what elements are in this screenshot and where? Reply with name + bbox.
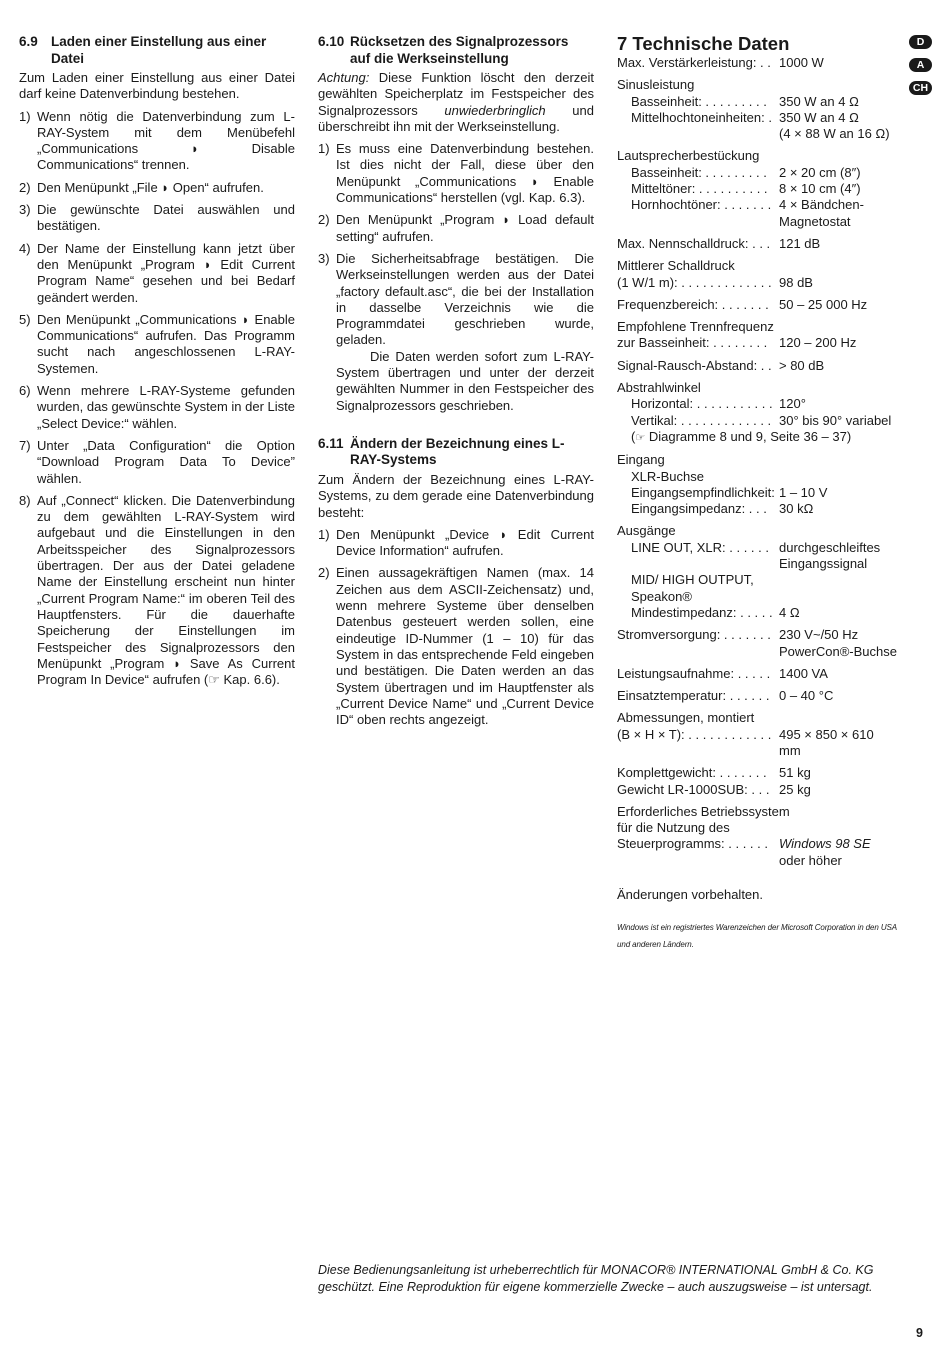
section-6-9-heading: 6.9 Laden einer Einstellung aus einer Datei [19,34,267,66]
spec-crossover: Empfohlene Trennfrequenz zur Basseinheit: . . . . . . . . 120 – 200 Hz [617,319,857,351]
badge-d: D [909,35,932,49]
spec-input: Eingang XLR-Buchse Eingangsempfindlichkeit: 1 – 10 V Eingangsimpedanz: . . . 30 kΩ [617,452,828,517]
section-6-11-heading: 6.11 Ändern der Bezeichnung eines L-RAY-Systems [318,435,565,468]
copyright-footer: Diese Bedienungsanleitung ist urheberrechtlich für MONACOR® INTERNATIONAL GmbH & Co. KG geschützt. Eine Reproduktion für eigene kommerzielle Zwecke – auch auszugsweise – ist untersagt. [318,1263,874,1294]
list-item: 2) Einen aussagekräftigen Namen (max. 14 Zeichen aus dem ASCII-Zeichensatz) und, wenn mehrere Systeme über denselben Datenbus gesteuert werden sollen, eine eindeutige ID-Nummer (1 – 10) für das System in das entsprechende Feld eingeben und bestätigen. Die Daten werden an das System übertragen und im Hauptfenster als „Current Device Name“ und „Current Device ID“ oben rechts angezeigt. [318,565,594,728]
section-6-9-intro: Zum Laden einer Einstellung aus einer Datei darf keine Datenverbindung bestehen. [19,70,295,102]
spec-weight: Komplettgewicht: . . . . . . . 51 kg Gewicht LR-1000SUB: . . . 25 kg [617,765,811,797]
spec-dispersion: Abstrahlwinkel Horizontal: . . . . . . . . . . . 120° Vertikal: . . . . . . . . . . . . . 30° bis 90° variabel (☞ Diagramme 8 und 9, Seite 36 – 37) [617,380,892,444]
trademark-note: Windows ist ein registriertes Warenzeichen der Microsoft Corporation in den USA und anderen Ländern. [617,923,897,950]
spec-sine-power: Sinusleistung Basseinheit: . . . . . . . . . 350 W an 4 Ω Mittelhochtoneinheiten: . 350 W an 4 Ω (4 × 88 W an 16 Ω) [617,77,890,142]
spec-outputs: Ausgänge LINE OUT, XLR: . . . . . . durchgeschleiftes Eingangssignal MID/ HIGH OUTPUT, Speakon® Mindestimpedanz: . . . . . 4 Ω [617,523,881,620]
section-6-10-heading: 6.10 Rücksetzen des Signalprozessors auf die Werkseinstellung [318,34,569,66]
section-6-11-steps [318,527,594,729]
column-right [617,34,897,953]
list-item: 1) Es muss eine Datenverbindung bestehen. Ist dies nicht der Fall, diese über den Menüpunkt „Communications ◗ Enable Communications“ herstellen (vgl. Kap. 6.3). [318,141,594,206]
list-item: 5) Den Menüpunkt „Communications ◗ Enable Communications“ aufrufen. Das Programm sucht nach angeschlossenen L-RAY-Systemen. [19,311,295,376]
spec-amp-power: Max. Verstärkerleistung: . . 1000 W [617,55,824,70]
section-6-9-steps [19,109,295,689]
changes-notice: Änderungen vorbehalten. [617,887,764,903]
spec-avg-spl: Mittlerer Schalldruck (1 W/1 m): . . . . . . . . . . . . . 98 dB [617,258,813,290]
spec-dimensions: Abmessungen, montiert (B × H × T): . . . . . . . . . . . . 495 × 850 × 610 mm [617,710,874,758]
spec-speakers: Lautsprecherbestückung Basseinheit: . . . . . . . . . 2 × 20 cm (8″) Mitteltöner: . . . . . . . . . . 8 × 10 cm (4″) Hornhochtöner: . . . . . . . 4 × Bändchen- Magnetostat [617,148,864,229]
list-item: 6) Wenn mehrere L-RAY-Systeme gefunden wurden, das gewünschte System in der Liste „Select Device:“ wählen. [19,383,295,431]
list-item: 8) Auf „Connect“ klicken. Die Datenverbindung zu dem gewählten L-RAY-System wird aufgebaut und die Einstellungen in den Arbeitsspeicher des Signalprozessors übertragen. Der aus der Datei geladene Name der Einstellung erscheint nun hinter „Current Program Name:“ im oberen Teil des Hauptfensters. Für die dauerhafte Speicherung der Einstellungen im Festspeicher des Signalprozessors den Menüpunkt „Program ◗ Save As Current Program In Device“ aufrufen (☞ Kap. 6.6). [19,492,295,688]
page-number: 9 [916,1326,923,1340]
pointing-hand-icon: ☞ [635,431,646,444]
column-middle [318,34,594,728]
section-6-10-steps [318,141,594,414]
list-item: 3) Die Sicherheitsabfrage bestätigen. Die Werkseinstellungen werden aus der Datei „factory default.asc“, die bei der Installation in dasselbe Verzeichnis wie die Programmdatei geschrieben wurde, geladen. Die Daten werden sofort zum L-RAY-System übertragen und unter der derzeit gewählten Nummer in den Festspeicher des Signalprozessors geschrieben. [318,250,594,413]
spec-frequency: Frequenzbereich: . . . . . . . 50 – 25 000 Hz [617,296,868,312]
list-item: 2) Den Menüpunkt „Program ◗ Load default setting“ aufrufen. [318,212,594,244]
list-item: 4) Der Name der Einstellung kann jetzt über den Menüpunkt „Program ◗ Edit Current Program Name“ gesehen und bei Bedarf geändert werden. [19,240,295,305]
language-badges [909,35,933,104]
badge-a: A [909,58,932,72]
section-6-10-continuation: Die Daten werden sofort zum L-RAY-System übertragen und unter der derzeit gewählten Nummer in den Festspeicher des Signalprozessors geschrieben. [336,348,594,413]
spec-max-spl: Max. Nennschalldruck: . . . 121 dB [617,235,821,251]
spec-os: Erforderliches Betriebssystem für die Nutzung des Steuerprogramms: . . . . . . Windows 98 SE oder höher [617,803,871,868]
spec-consumption: Leistungsaufnahme: . . . . . 1400 VA [617,665,828,681]
column-left [19,34,295,688]
section-6-11-intro: Zum Ändern der Bezeichnung eines L-RAY-Systems, zu dem gerade eine Datenverbindung besteht: [318,471,594,520]
spec-power-supply: Stromversorgung: . . . . . . . 230 V~/50 Hz PowerCon®-Buchse [617,627,897,659]
spec-temperature: Einsatztemperatur: . . . . . . 0 – 40 °C [617,688,834,704]
list-item: 2) Den Menüpunkt „File ◗ Open“ aufrufen. [19,179,264,195]
technical-data-heading: 7 Technische Daten [617,33,790,54]
list-item: 3) Die gewünschte Datei auswählen und bestätigen. [19,202,295,234]
spec-snr: Signal-Rausch-Abstand: . . > 80 dB [617,357,825,373]
list-item: 7) Unter „Data Configuration“ die Option “Download Program Data To Device” wählen. [19,437,295,486]
list-item: 1) Wenn nötig die Datenverbindung zum L-RAY-System mit dem Menübefehl „Communications ◗ Disable Communications“ trennen. [19,108,295,173]
list-item: 1) Den Menüpunkt „Device ◗ Edit Current Device Information“ aufrufen. [318,526,594,559]
section-6-10-warning: Achtung: Diese Funktion löscht den derzeit gewählten Speicherplatz im Festspeicher des Signalprozessors unwiederbringlich und überschreibt ihn mit der Werkseinstellung. [318,70,594,134]
badge-ch: CH [909,81,932,95]
